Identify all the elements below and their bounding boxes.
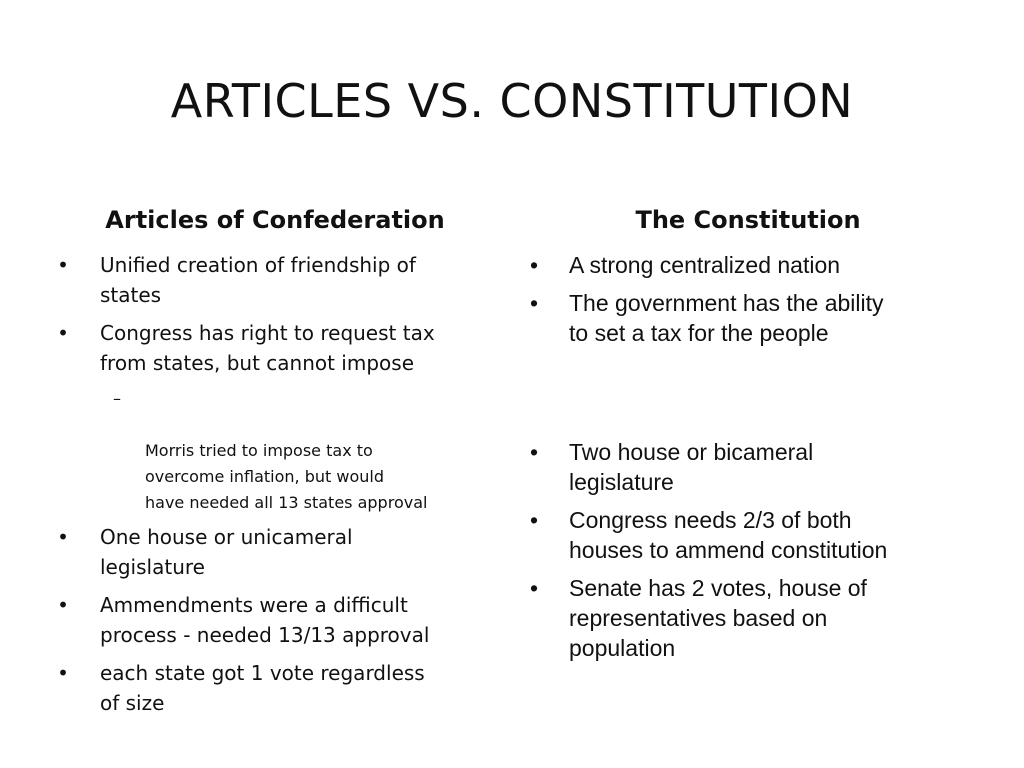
bullet-icon: • bbox=[57, 253, 69, 277]
list-item-text: each state got 1 vote regardless of size bbox=[100, 661, 425, 715]
list-item bbox=[56, 250, 496, 310]
list-item-text: One house or unicameral legislature bbox=[100, 525, 353, 579]
articles-sublist bbox=[56, 386, 496, 516]
list-item-text: Congress needs 2/3 of both houses to ammend constitution bbox=[569, 507, 888, 563]
bullet-icon: • bbox=[57, 661, 69, 685]
list-item bbox=[56, 658, 496, 718]
bullet-icon: • bbox=[529, 507, 539, 533]
list-item bbox=[527, 437, 977, 497]
constitution-heading: The Constitution bbox=[635, 206, 861, 234]
list-item bbox=[56, 522, 496, 582]
constitution-list-bottom bbox=[527, 437, 977, 663]
sub-list-item-text: Morris tried to impose tax to overcome inflation, but would have needed all 13 states approval bbox=[145, 441, 428, 512]
bullet-icon: • bbox=[529, 290, 539, 316]
bullet-icon: • bbox=[57, 525, 69, 549]
list-item-text: Two house or bicameral legislature bbox=[569, 439, 814, 495]
constitution-list-top bbox=[527, 250, 977, 348]
list-item-text: Congress has right to request tax from states, but cannot impose bbox=[100, 321, 435, 375]
list-item bbox=[527, 288, 977, 348]
list-item-text: Ammendments were a difficult process - needed 13/13 approval bbox=[100, 593, 430, 647]
constitution-column-bottom bbox=[527, 437, 977, 671]
articles-column bbox=[56, 250, 496, 726]
list-item bbox=[527, 573, 977, 663]
bullet-icon: • bbox=[529, 439, 539, 465]
articles-list-continued bbox=[56, 522, 496, 718]
sub-list-item bbox=[101, 386, 496, 516]
bullet-icon: • bbox=[57, 593, 69, 617]
list-item-text: Unified creation of friendship of states bbox=[100, 253, 416, 307]
constitution-column-top bbox=[527, 250, 977, 356]
list-item-text: The government has the ability to set a tax for the people bbox=[569, 290, 884, 346]
slide-title: ARTICLES VS. CONSTITUTION bbox=[170, 74, 854, 128]
articles-list bbox=[56, 250, 496, 378]
list-item-text: Senate has 2 votes, house of representatives based on population bbox=[569, 575, 867, 661]
list-item-text: A strong centralized nation bbox=[569, 252, 841, 278]
bullet-icon: • bbox=[529, 575, 539, 601]
list-item bbox=[527, 250, 977, 280]
articles-heading: Articles of Confederation bbox=[105, 206, 445, 234]
list-item bbox=[56, 590, 496, 650]
list-item bbox=[56, 318, 496, 378]
bullet-icon: • bbox=[529, 252, 539, 278]
dash-icon: – bbox=[113, 389, 121, 408]
list-item bbox=[527, 505, 977, 565]
bullet-icon: • bbox=[57, 321, 69, 345]
